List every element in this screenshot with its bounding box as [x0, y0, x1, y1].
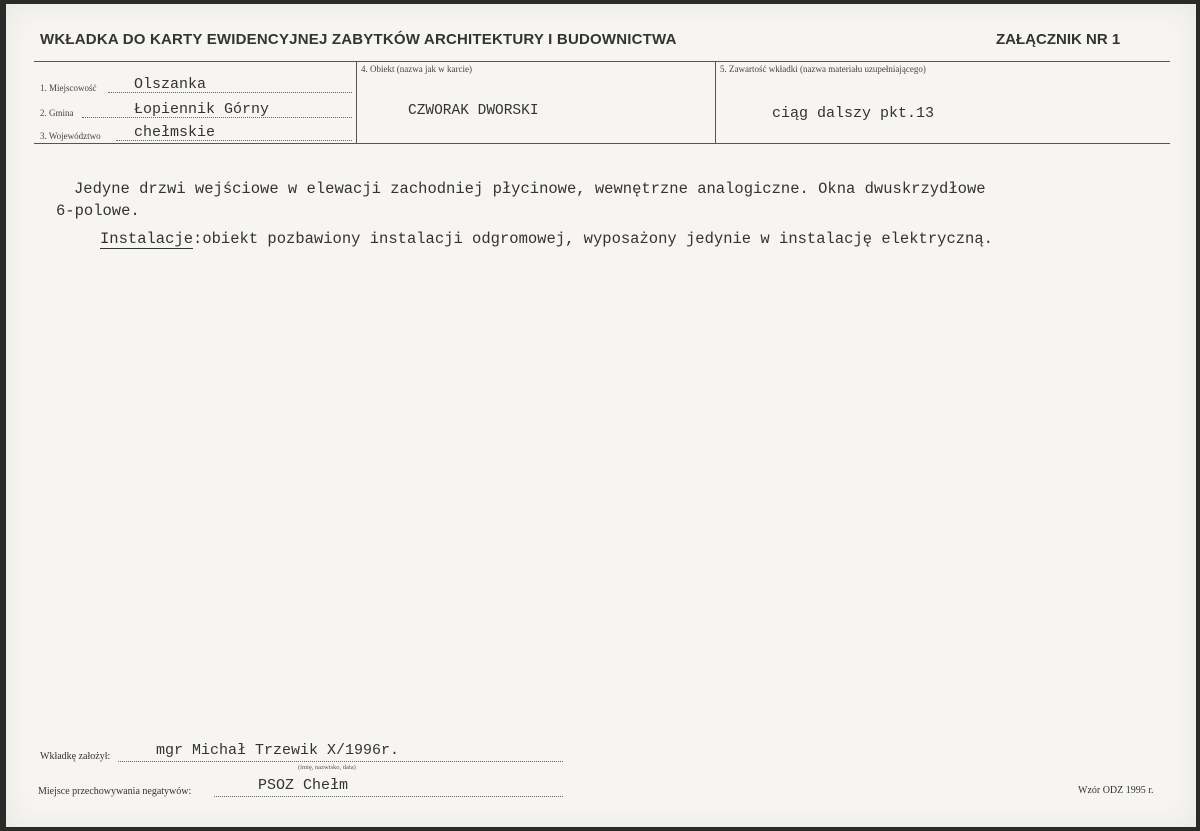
storage-dotline — [214, 796, 563, 797]
object-label: 4. Obiekt (nazwa jak w karcie) — [361, 64, 472, 74]
contents-value: ciąg dalszy pkt.13 — [772, 105, 935, 122]
form-sheet — [6, 4, 1196, 827]
box-divider-1 — [356, 61, 357, 144]
box-divider-2 — [715, 61, 716, 144]
province-label: 3. Województwo — [40, 131, 101, 141]
author-dotline — [118, 761, 563, 762]
storage-label: Miejsce przechowywania negatywów: — [38, 786, 192, 797]
annex-number: ZAŁĄCZNIK NR 1 — [996, 31, 1121, 48]
commune-value: Łopiennik Górny — [134, 101, 270, 118]
form-title: WKŁADKA DO KARTY EWIDENCYJNEJ ZABYTKÓW ARCHITEKTURY I BUDOWNICTWA — [40, 31, 677, 48]
body-line-3 — [100, 230, 993, 248]
author-hint: (imię, nazwisko, data) — [298, 764, 356, 771]
author-value: mgr Michał Trzewik X/1996r. — [156, 742, 400, 759]
town-value: Olszanka — [134, 76, 207, 93]
town-label: 1. Miejscowość — [40, 83, 97, 93]
contents-label: 5. Zawartość wkładki (nazwa materiału uzupełniającego) — [720, 64, 926, 74]
installations-text: :obiekt pozbawiony instalacji odgromowej, wyposażony jedynie w instalację elektryczną. — [193, 230, 993, 248]
object-value: CZWORAK DWORSKI — [408, 103, 539, 119]
province-value: chełmskie — [134, 124, 216, 141]
body-line-1: Jedyne drzwi wejściowe w elewacji zachodniej płycinowe, wewnętrzne analogiczne. Okna dwuskrzydłowe — [74, 180, 986, 198]
installations-heading: Instalacje — [100, 230, 194, 248]
storage-value: PSOZ Chełm — [258, 777, 349, 794]
box-bottom-border — [34, 143, 1170, 144]
author-label: Wkładkę założył: — [40, 751, 111, 762]
form-code: Wzór ODZ 1995 r. — [1078, 785, 1154, 796]
commune-label: 2. Gmina — [40, 108, 74, 118]
body-line-2: 6-polowe. — [56, 202, 140, 220]
box-top-border — [34, 61, 1170, 62]
